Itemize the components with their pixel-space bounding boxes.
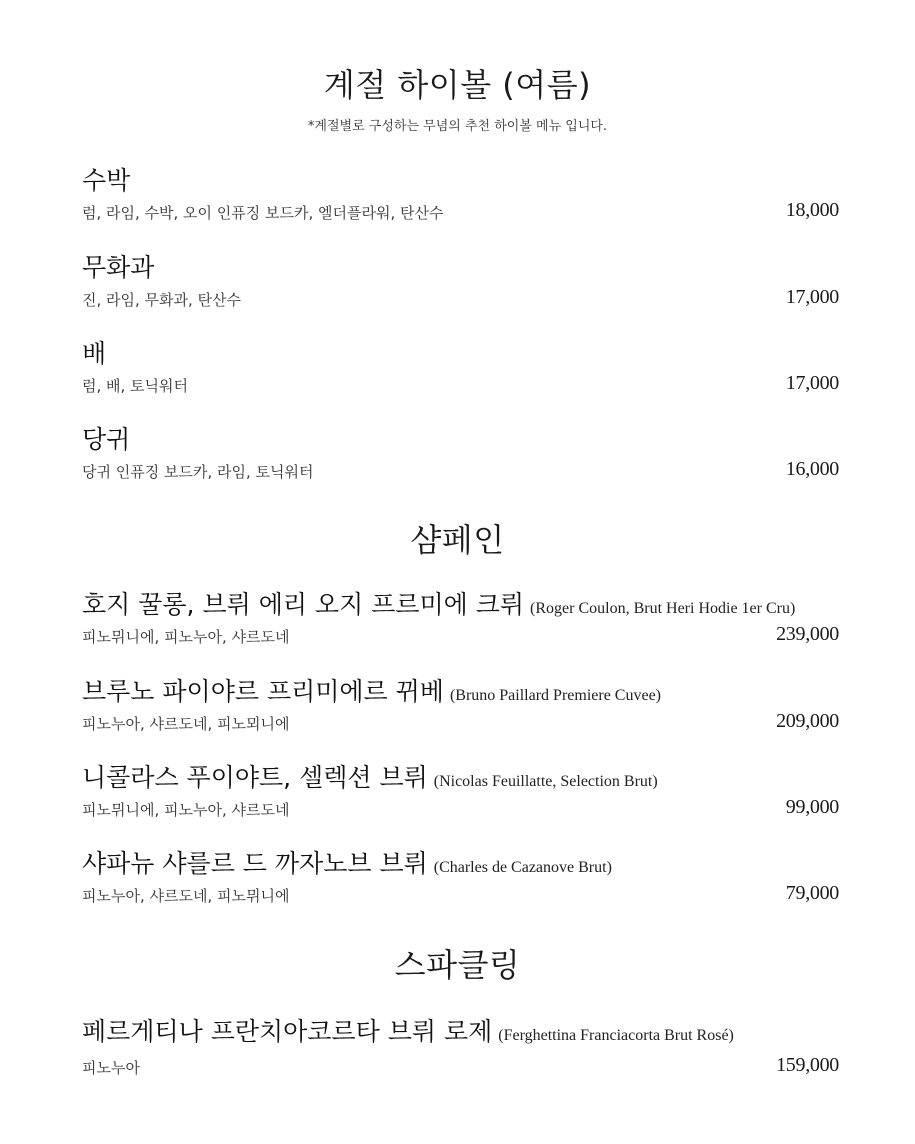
item-name-korean: 호지 꿀롱, 브뤼 에리 오지 프르미에 크뤼	[82, 590, 525, 619]
item-description: 피노누아, 샤르도네, 피노뫼니에	[82, 715, 290, 733]
section-title-champagne: 샴페인	[410, 521, 505, 559]
section-note-highball: *계절별로 구성하는 무념의 추천 하이볼 메뉴 입니다.	[307, 119, 608, 134]
menu-item	[82, 758, 839, 838]
menu-item	[82, 161, 839, 241]
item-description: 진, 라임, 무화과, 탄산수	[82, 291, 242, 309]
item-price: 17,000	[785, 286, 839, 308]
item-price: 17,000	[785, 372, 839, 394]
item-description: 럼, 라임, 수박, 오이 인퓨징 보드카, 엘더플라워, 탄산수	[82, 204, 444, 222]
menu-item	[82, 844, 839, 924]
item-name-english: (Ferghettina Franciacorta Brut Rosé)	[498, 1027, 734, 1044]
item-name-english: (Roger Coulon, Brut Heri Hodie 1er Cru)	[530, 600, 796, 617]
item-name: 당귀	[82, 425, 131, 454]
item-price: 209,000	[776, 710, 839, 732]
menu-item	[82, 585, 839, 665]
item-name-korean: 페르게티나 프란치아코르타 브뤼 로제	[82, 1017, 493, 1046]
item-description: 피노누아	[82, 1059, 140, 1077]
item-name: 배	[82, 339, 107, 368]
item-price: 239,000	[776, 623, 839, 645]
item-name: 무화과	[82, 253, 155, 282]
menu-item	[82, 334, 839, 414]
item-description: 피노뮈니에, 피노누아, 샤르도네	[82, 801, 290, 819]
menu-item	[82, 1012, 839, 1092]
item-name	[82, 1012, 734, 1048]
section-title-highball: 계절 하이볼 (여름)	[323, 66, 592, 104]
item-name-korean: 니콜라스 푸이야트, 셀렉션 브뤼	[82, 763, 428, 792]
item-name-korean: 브루노 파이야르 프리미에르 뀌베	[82, 677, 444, 706]
item-price: 18,000	[785, 199, 839, 221]
item-description: 당귀 인퓨징 보드카, 라임, 토닉워터	[82, 463, 314, 481]
item-name-korean: 샤파뉴 샤를르 드 까자노브 브뤼	[82, 849, 428, 878]
item-price: 79,000	[785, 882, 839, 904]
item-description: 피노뮈니에, 피노누아, 샤르도네	[82, 628, 290, 646]
item-price: 99,000	[785, 796, 839, 818]
item-name	[82, 672, 661, 708]
item-name: 수박	[82, 166, 131, 195]
item-name	[82, 758, 658, 794]
item-name-english: (Nicolas Feuillatte, Selection Brut)	[433, 773, 658, 790]
item-name-english: (Bruno Paillard Premiere Cuvee)	[449, 687, 661, 704]
menu-item	[82, 420, 839, 500]
item-name	[82, 844, 612, 880]
item-description: 럼, 배, 토닉워터	[82, 377, 189, 395]
menu-item	[82, 672, 839, 752]
menu-item	[82, 248, 839, 328]
item-name-english: (Charles de Cazanove Brut)	[433, 859, 612, 876]
item-name	[82, 585, 795, 621]
item-price: 16,000	[785, 458, 839, 480]
section-title-sparkling: 스파클링	[394, 946, 521, 984]
item-description: 피노누아, 샤르도네, 피노뮈니에	[82, 887, 290, 905]
item-price: 159,000	[776, 1054, 839, 1076]
